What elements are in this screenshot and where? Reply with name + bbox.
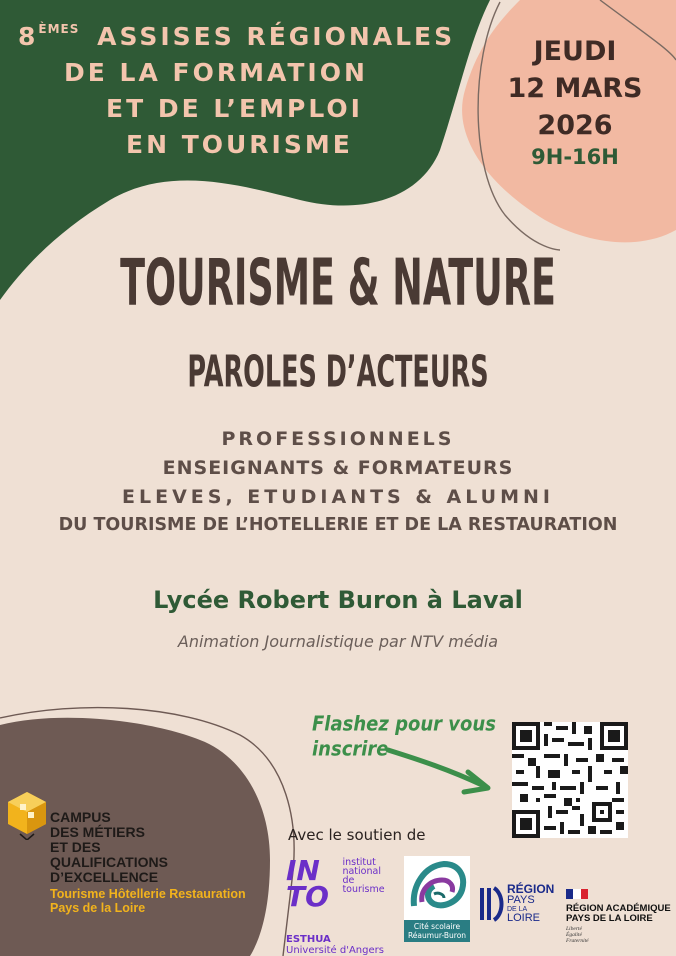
main-subtitle: PAROLES D’ACTEURS xyxy=(187,347,489,398)
into-sub-1: institut xyxy=(342,857,376,868)
sponsors-intro: Avec le soutien de xyxy=(288,826,426,844)
campus-region: Pays de la Loire xyxy=(50,901,146,915)
region-pdl-line-2: PAYS xyxy=(507,894,535,906)
univ-label: Université d'Angers xyxy=(286,945,384,956)
motto-3: Fraternité xyxy=(566,938,589,944)
date-hours: 9H-16H xyxy=(531,145,619,169)
campus-line-3: ET DES xyxy=(50,839,101,855)
audience-3: ELEVES, ETUDIANTS & ALUMNI xyxy=(122,486,554,508)
animation-credit: Animation Journalistique par NTV média xyxy=(177,632,499,651)
edition-number: 8 xyxy=(18,22,39,51)
venue: Lycée Robert Buron à Laval xyxy=(153,586,523,614)
qr-code[interactable] xyxy=(512,722,628,838)
campus-line-1: CAMPUS xyxy=(50,809,111,825)
header-title xyxy=(14,22,474,159)
academie-logo xyxy=(566,884,674,944)
qr-cta-line-2: inscrire xyxy=(312,737,389,762)
cite-scolaire-label xyxy=(404,920,470,942)
title-line-1: ASSISES RÉGIONALES xyxy=(97,22,456,51)
main-title: TOURISME & NATURE xyxy=(120,246,556,321)
region-pdl-emblem xyxy=(478,884,504,924)
french-flag-icon xyxy=(566,889,588,899)
into-sub-3: de tourisme xyxy=(342,875,385,895)
region-pdl-logo xyxy=(478,884,554,924)
qr-cta-line-1: Flashez pour vous xyxy=(312,712,496,737)
campus-line-4: QUALIFICATIONS xyxy=(50,854,168,870)
into-logo xyxy=(286,854,396,956)
title-line-2: DE LA FORMATION xyxy=(64,58,368,87)
cite-label-2: Réaumur-Buron xyxy=(407,931,467,940)
title-line-4: EN TOURISME xyxy=(126,130,353,159)
region-pdl-line-1: RÉGION xyxy=(507,882,555,896)
academie-line-2: PAYS DE LA LOIRE xyxy=(566,913,653,924)
academie-line-1: RÉGION ACADÉMIQUE xyxy=(566,903,671,914)
region-pdl-line-4: LOIRE xyxy=(507,912,541,924)
into-sub-2: national xyxy=(342,866,381,877)
title-line-3: ET DE L’EMPLOI xyxy=(106,94,363,123)
subtitle-wrap xyxy=(0,347,676,398)
date-year: 2026 xyxy=(537,110,613,141)
audience-list xyxy=(0,428,676,535)
date-day: JEUDI xyxy=(533,36,617,67)
campus-line-5: D’EXCELLENCE xyxy=(50,869,159,885)
motto-1: Liberté xyxy=(566,926,582,932)
campus-logo-icon xyxy=(6,790,48,840)
motto-2: Égalité xyxy=(566,932,582,938)
audience-1: PROFESSIONNELS xyxy=(221,428,455,450)
region-pdl-line-3: DE LA xyxy=(507,906,528,913)
esthua-label: ESTHUA xyxy=(286,934,331,945)
cite-scolaire-emblem xyxy=(404,856,470,916)
cite-scolaire-logo xyxy=(404,856,470,942)
campus-line-2: DES MÉTIERS xyxy=(50,824,145,840)
audience-4: DU TOURISME DE L’HOTELLERIE ET DE LA RESTAURATION xyxy=(58,515,618,535)
audience-2: ENSEIGNANTS & FORMATEURS xyxy=(162,457,514,479)
main-title-wrap xyxy=(0,246,676,321)
cite-label-1: Cité scolaire xyxy=(413,922,461,931)
campus-domain: Tourisme Hôtellerie Restauration xyxy=(50,887,246,901)
date-day-month: 12 MARS xyxy=(507,73,643,104)
campus-text xyxy=(50,810,246,915)
event-date xyxy=(500,36,650,169)
into-wordmark: IN TO xyxy=(286,854,329,913)
edition-suffix: ÈMES xyxy=(38,22,80,36)
qr-cta xyxy=(312,712,496,763)
